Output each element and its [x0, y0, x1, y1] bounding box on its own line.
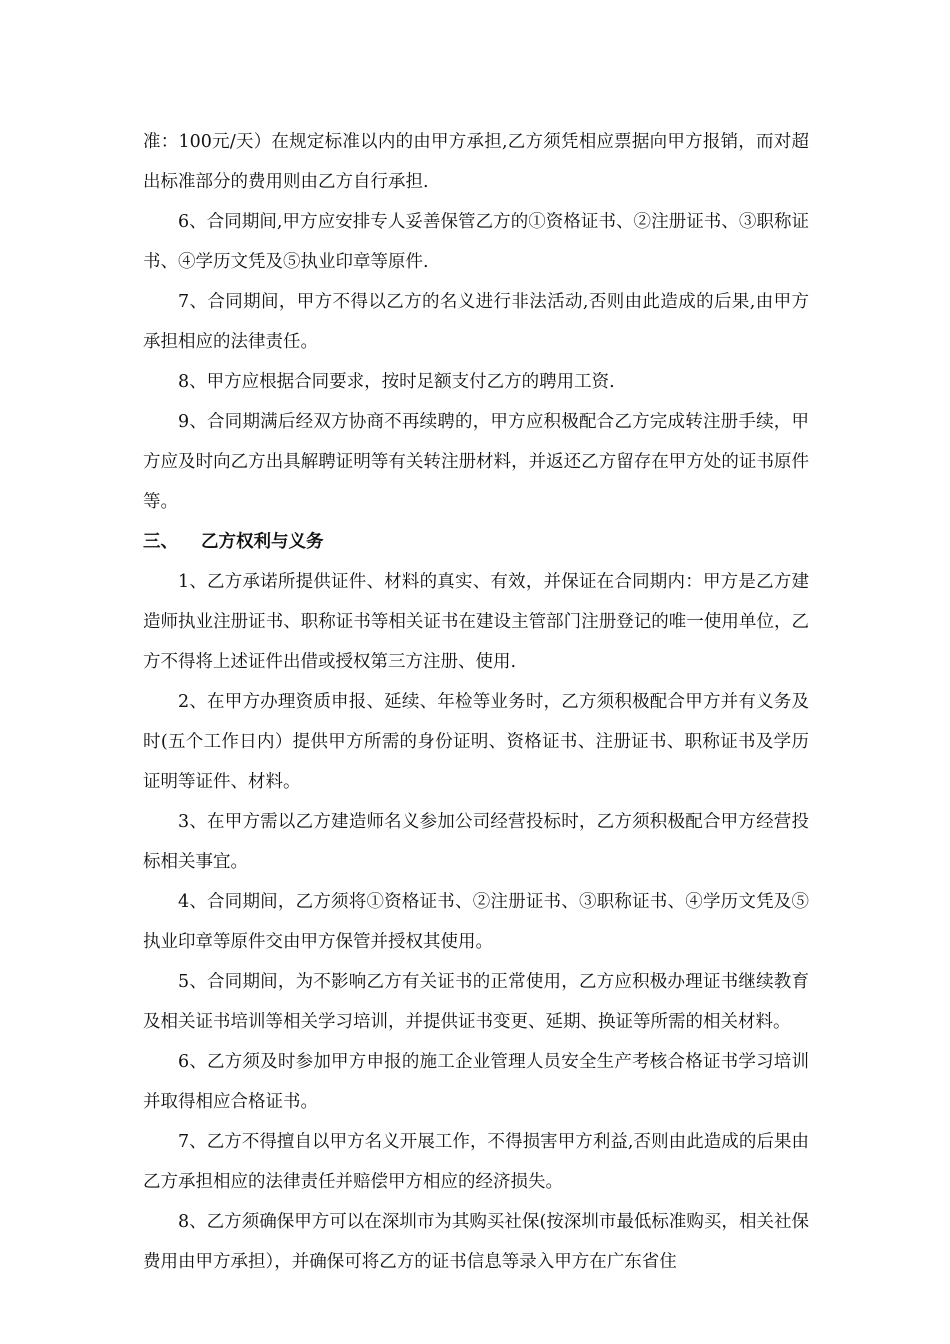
paragraph-party-b-clause-6: 6、乙方须及时参加甲方申报的施工企业管理人员安全生产考核合格证书学习培训并取得相应合格证书。 — [143, 1052, 809, 1112]
paragraph-party-b-clause-1: 1、乙方承诺所提供证件、材料的真实、有效，并保证在合同期内：甲方是乙方建造师执业注册证书、职称证书等相关证书在建设主管部门注册登记的唯一使用单位，乙方不得将上述证件出借或授权第三方注册、使用. — [143, 572, 809, 672]
paragraph-party-b-clause-3: 3、在甲方需以乙方建造师名义参加公司经营投标时，乙方须积极配合甲方经营投标相关事宜。 — [143, 812, 809, 872]
paragraph-clause-8: 8、甲方应根据合同要求，按时足额支付乙方的聘用工资. — [178, 372, 615, 392]
paragraph-party-b-clause-4: 4、合同期间，乙方须将①资格证书、②注册证书、③职称证书、④学历文凭及⑤执业印章等原件交由甲方保管并授权其使用。 — [143, 892, 809, 952]
paragraph-clause-6: 6、合同期间,甲方应安排专人妥善保管乙方的①资格证书、②注册证书、③职称证书、④学历文凭及⑤执业印章等原件. — [143, 212, 809, 272]
paragraph-clause-9: 9、合同期满后经双方协商不再续聘的，甲方应积极配合乙方完成转注册手续，甲方应及时向乙方出具解聘证明等有关转注册材料，并返还乙方留存在甲方处的证书原件等。 — [143, 412, 809, 512]
paragraph-party-b-clause-2: 2、在甲方办理资质申报、延续、年检等业务时，乙方须积极配合甲方并有义务及时(五个工作日内）提供甲方所需的身份证明、资格证书、注册证书、职称证书及学历证明等证件、材料。 — [143, 692, 809, 792]
section-title: 乙方权利与义务 — [201, 532, 324, 552]
paragraph-party-b-clause-7: 7、乙方不得擅自以甲方名义开展工作，不得损害甲方利益,否则由此造成的后果由乙方承担相应的法律责任并赔偿甲方相应的经济损失。 — [143, 1132, 809, 1192]
section-number: 三、 — [143, 532, 178, 552]
paragraph-party-b-clause-5: 5、合同期间，为不影响乙方有关证书的正常使用，乙方应积极办理证书继续教育及相关证书培训等相关学习培训，并提供证书变更、延期、换证等所需的相关材料。 — [143, 972, 809, 1032]
paragraph-clause-7: 7、合同期间，甲方不得以乙方的名义进行非法活动,否则由此造成的后果,由甲方承担相应的法律责任。 — [143, 292, 809, 352]
paragraph-party-b-clause-8: 8、乙方须确保甲方可以在深圳市为其购买社保(按深圳市最低标准购买，相关社保费用由甲方承担），并确保可将乙方的证书信息等录入甲方在广东省住 — [143, 1212, 809, 1272]
paragraph-continuation: 准：100元/天）在规定标准以内的由甲方承担,乙方须凭相应票据向甲方报销，而对超出标准部分的费用则由乙方自行承担. — [143, 132, 809, 192]
document-body — [143, 122, 809, 1282]
section-heading — [143, 522, 809, 562]
